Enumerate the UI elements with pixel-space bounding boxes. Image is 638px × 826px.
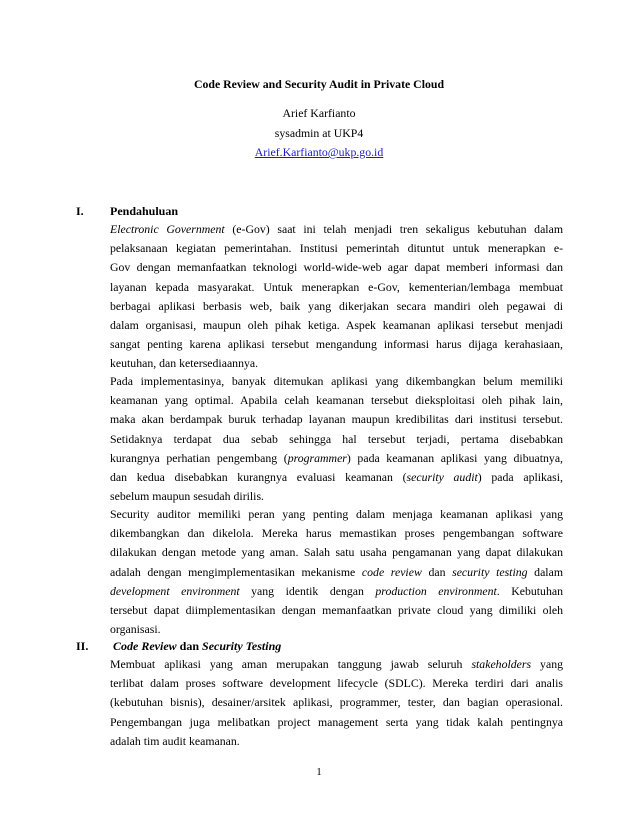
- text-line: dan kedua disebabkan kurangnya evaluasi keamanan (security audit) pada aplikasi,: [110, 469, 563, 484]
- section-2-paragraph-1: [110, 655, 563, 751]
- text-line: Setidaknya terdapat dua sebab sehingga hal tersebut terjadi, pertama disebabkan: [110, 431, 563, 446]
- section-2-title: Code Review dan Security Testing: [113, 639, 282, 653]
- author-name: Arief Karfianto: [282, 106, 356, 120]
- paper-title: Code Review and Security Audit in Private Cloud: [193, 77, 445, 91]
- text-line: kurangnya perhatian pengembang (programmer) pada keamanan aplikasi yang dibuatnya,: [110, 450, 563, 465]
- page-number: 1: [316, 766, 322, 778]
- text-line: terlibat dalam proses software development lifecycle (SDLC). Mereka terdiri dari analis: [110, 676, 563, 691]
- section-1-paragraph-3: [110, 505, 563, 639]
- section-1-title: Pendahuluan: [110, 204, 179, 218]
- text-line: dikembangkan dan dikelola. Mereka harus memastikan proses pengembangan software: [110, 526, 563, 541]
- section-1-paragraph-1: [110, 220, 563, 374]
- text-line: (kebutuhan bisnis), desainer/arsitek aplikasi, programmer, tester, dan bagian operasional.: [110, 695, 563, 710]
- text-line: Pada implementasinya, banyak ditemukan aplikasi yang dikembangkan belum memiliki: [110, 374, 563, 388]
- text-line: dilakukan dengan metode yang aman. Salah satu usaha pengamanan yang dapat dilakukan: [110, 545, 563, 560]
- text-line: Electronic Government (e-Gov) saat ini telah menjadi tren sekaligus kebutuhan dalam: [110, 222, 563, 236]
- text-line: Security auditor memiliki peran yang penting dalam menjaga keamanan aplikasi yang: [110, 507, 563, 521]
- text-line: maka akan berdampak buruk terhadap layanan maupun kredibilitas dari institusi tersebut.: [110, 412, 563, 427]
- section-1-paragraph-2: [110, 372, 563, 506]
- text-line: Gov dengan memanfaatkan teknologi world-wide-web agar dapat memberi informasi dan: [110, 260, 563, 275]
- email-link[interactable]: Arief.Karfianto@ukp.go.id: [254, 145, 384, 159]
- text-line: adalah dengan mengimplementasikan mekanisme code review dan security testing dalam: [110, 564, 564, 579]
- text-line: sebelum maupun sesudah dirilis.: [110, 489, 264, 504]
- section-2-number: II.: [76, 639, 89, 653]
- text-line: sangat penting karena aplikasi tersebut mengandung informasi harus dijaga kerahasiaan,: [110, 337, 563, 352]
- text-line: keamanan yang optimal. Apabila celah keamanan tersebut dieksploitasi oleh pihak lain,: [110, 393, 563, 408]
- text-line: development environment yang identik dengan production environment. Kebutuhan: [110, 583, 563, 598]
- text-line: organisasi.: [110, 622, 161, 637]
- text-line: adalah tim audit keamanan.: [110, 733, 240, 748]
- text-line: dalam organisasi, maupun oleh pihak ketiga. Aspek keamanan aplikasi tersebut menjadi: [110, 317, 563, 332]
- text-line: tersebut dapat diimplementasikan dengan memanfaatkan private cloud yang dimiliki oleh: [110, 602, 563, 617]
- text-line: layanan kepada masyarakat. Untuk menerapkan e-Gov, kementerian/lembaga membuat: [110, 279, 563, 294]
- text-line: pelaksanaan kegiatan pemerintahan. Institusi pemerintah dituntut untuk menerapkan e-: [110, 241, 563, 256]
- text-line: berbagai aplikasi berbasis web, baik yang dikerjakan secara mandiri oleh pegawai di: [110, 298, 563, 313]
- text-line: keutuhan, dan ketersediaannya.: [110, 356, 259, 371]
- author-email[interactable]: [0, 145, 638, 160]
- text-line: Pengembangan juga melibatkan project management serta yang tidak kalah pentingnya: [110, 714, 563, 729]
- text-line: Membuat aplikasi yang aman merupakan tanggung jawab seluruh stakeholders yang: [110, 657, 563, 671]
- section-1-number: I.: [76, 204, 84, 218]
- author-affiliation: sysadmin at UKP4: [274, 126, 364, 140]
